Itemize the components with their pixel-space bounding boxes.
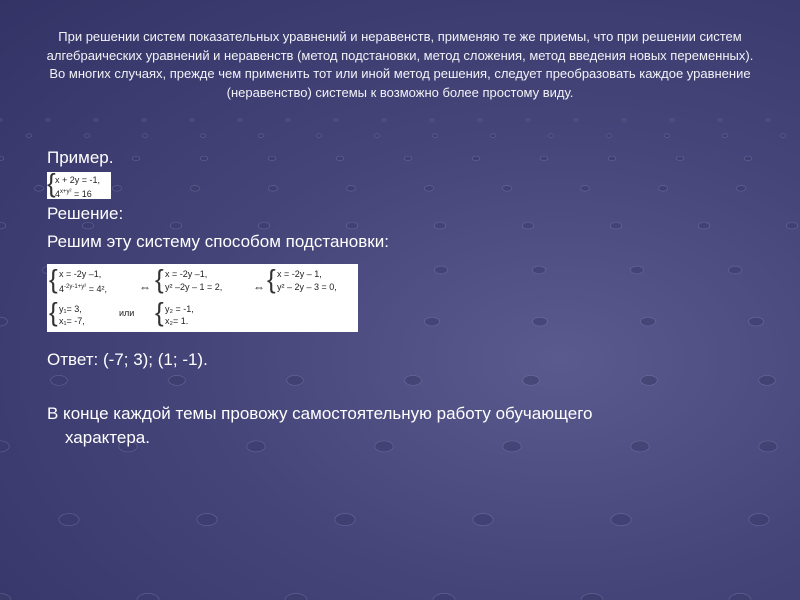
equivalence-arrow-icon: ⇔ [253, 280, 265, 294]
background-dot [580, 186, 589, 192]
background-dot [258, 222, 269, 229]
background-dot [718, 119, 722, 121]
background-dot [540, 156, 548, 161]
background-dot [670, 119, 674, 121]
result1-y: y₁= 3, [59, 304, 82, 314]
background-dot [258, 134, 264, 137]
background-dot [490, 134, 496, 137]
background-dot [472, 156, 480, 161]
background-dot [200, 134, 206, 137]
background-dot [336, 156, 344, 161]
background-dot [744, 156, 752, 161]
background-dot [478, 119, 482, 121]
step3-eq1: x = -2y – 1, [277, 269, 322, 279]
background-dot [526, 119, 530, 121]
background-dot [722, 134, 728, 137]
background-dot [749, 514, 769, 526]
background-dot [641, 375, 658, 385]
background-dot [374, 134, 380, 137]
background-dot [94, 119, 98, 121]
equivalence-arrow-icon: ⇔ [139, 280, 151, 294]
background-dot [238, 119, 242, 121]
background-dot [137, 593, 159, 600]
step2-eq1: x = -2y –1, [165, 269, 208, 279]
background-dot [574, 119, 578, 121]
background-dot [631, 266, 644, 274]
background-dot [698, 222, 709, 229]
background-dot [346, 186, 355, 192]
background-dot [664, 134, 670, 137]
background-dot [533, 266, 546, 274]
intro-paragraph: При решении систем показательных уравнений и неравенств, применяю те же приемы, что при решении систем алгебраических уравнений и неравенств (метод подстановки, метод сложения, метод введения новых переменных). Во многих случаях, прежде чем применить тот или иной метод решения, следует преобразовать каждое уравнение (неравенство) системы к возможно более простому виду. [46, 29, 754, 100]
step1-eq1: x = -2y –1, [59, 269, 102, 279]
conclusion-paragraph [47, 402, 747, 450]
background-dot [346, 222, 357, 229]
background-dot [0, 593, 11, 600]
conclusion-line2: характера. [65, 428, 150, 447]
conclusion-line1: В конце каждой темы провожу самостоятельную работу обучающего [47, 404, 593, 423]
brace-icon: { [267, 264, 276, 294]
background-dot [766, 119, 770, 121]
background-dot [610, 222, 621, 229]
background-dot [132, 156, 140, 161]
background-dot [197, 514, 217, 526]
step1-eq2: $4^{-2y-1+y^2} = 4^2$, [59, 284, 107, 294]
background-dot [658, 186, 667, 192]
background-dot [533, 317, 548, 326]
background-dot [434, 222, 445, 229]
background-dot [405, 375, 422, 385]
background-dot [522, 222, 533, 229]
background-dot [780, 134, 786, 137]
or-word: или [119, 308, 135, 318]
background-dot [287, 375, 304, 385]
background-dot [190, 186, 199, 192]
background-dot [622, 119, 626, 121]
brace-icon: { [155, 264, 164, 294]
background-dot [0, 222, 6, 229]
background-dot [34, 186, 43, 192]
method-text: Решим эту систему способом подстановки: [47, 232, 389, 251]
background-dot [285, 593, 307, 600]
background-dot [335, 514, 355, 526]
background-dot [169, 375, 186, 385]
background-dot [286, 119, 290, 121]
background-dot [334, 119, 338, 121]
background-dot [142, 119, 146, 121]
answer-text: Ответ: (-7; 3); (1; -1). [47, 350, 208, 369]
background-dot [606, 134, 612, 137]
background-dot [404, 156, 412, 161]
background-dot [729, 593, 751, 600]
brace-icon: { [155, 297, 164, 327]
background-dot [382, 119, 386, 121]
background-dot [736, 186, 745, 192]
background-dot [26, 134, 32, 137]
background-dot [548, 134, 554, 137]
background-dot [316, 134, 322, 137]
step2-eq2: y² –2y – 1 = 2, [165, 282, 223, 292]
brace-icon: { [49, 264, 58, 294]
background-dot [46, 119, 50, 121]
background-dot [676, 156, 684, 161]
background-dot [200, 156, 208, 161]
brace-icon: { [49, 297, 58, 327]
background-dot [112, 186, 121, 192]
result2-y: y₂ = -1, [165, 304, 194, 314]
background-dot [786, 222, 797, 229]
solution-steps-image [47, 264, 358, 332]
background-dot [424, 186, 433, 192]
background-dot [759, 441, 777, 452]
background-dot [502, 186, 511, 192]
background-dot [170, 222, 181, 229]
background-dot [0, 317, 7, 326]
example-system-image [47, 168, 111, 199]
background-dot [641, 317, 656, 326]
example-eq2: $4^{x+y^2} = 16$ [55, 189, 92, 199]
background-dot [51, 375, 68, 385]
solution-label: Решение: [47, 204, 124, 223]
background-dot [432, 134, 438, 137]
background-dot [0, 441, 9, 452]
example-label: Пример. [47, 148, 114, 167]
background-dot [435, 266, 448, 274]
background-dot [142, 134, 148, 137]
background-dot [0, 119, 2, 121]
example-eq1: x + 2y = -1, [55, 175, 101, 185]
background-dot [190, 119, 194, 121]
background-dot [430, 119, 434, 121]
background-dot [425, 317, 440, 326]
background-dot [729, 266, 742, 274]
background-dot [268, 186, 277, 192]
background-dot [59, 514, 79, 526]
result2-x: x₂= 1. [165, 316, 189, 326]
background-dot [759, 375, 776, 385]
background-dot [0, 156, 4, 161]
result1-x: x₁= -7, [59, 316, 85, 326]
step3-eq2: y² – 2y – 3 = 0, [277, 282, 337, 292]
background-dot [84, 134, 90, 137]
background-dot [268, 156, 276, 161]
background-dot [581, 593, 603, 600]
background-dot [433, 593, 455, 600]
background-dot [523, 375, 540, 385]
background-dot [473, 514, 493, 526]
background-dot [749, 317, 764, 326]
brace-icon: { [47, 168, 56, 198]
background-dot [608, 156, 616, 161]
background-dot [611, 514, 631, 526]
